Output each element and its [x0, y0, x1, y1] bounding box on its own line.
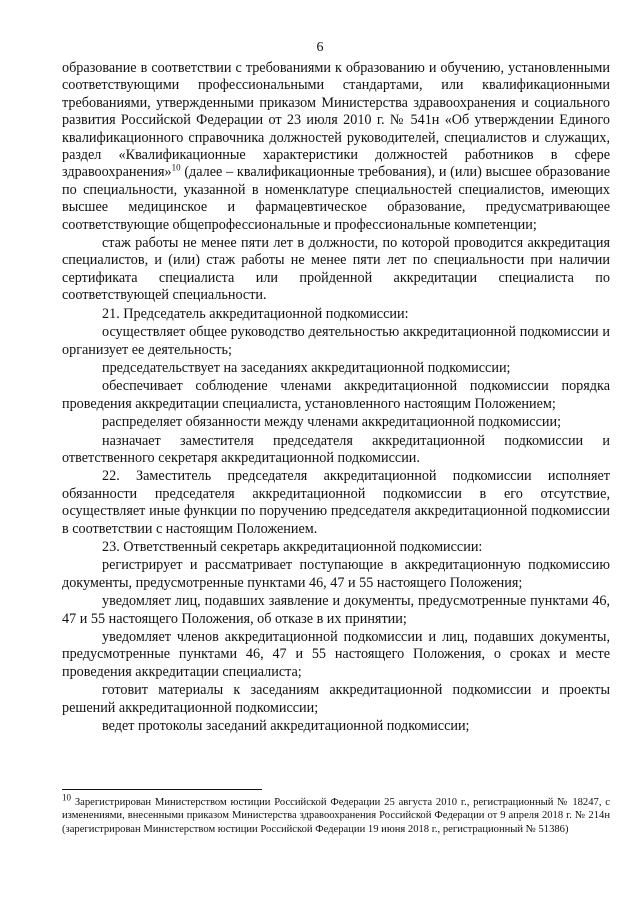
paragraph-23-3: уведомляет членов аккредитационной подкомиссии и лиц, подавших документы, предусмотренные пунктами 46, 47 и 55 настоящего Положения, о сроках и месте проведения аккредитации специалиста;: [62, 629, 610, 680]
paragraph-23-4: готовит материалы к заседаниям аккредитационной подкомиссии и проекты решений аккредитационной подкомиссии;: [62, 682, 610, 716]
paragraph-23-1: регистрирует и рассматривает поступающие в аккредитационную подкомиссию документы, предусмотренные пунктами 46, 47 и 55 настоящего Положения;: [62, 557, 610, 591]
page-number: 6: [316, 40, 324, 55]
paragraph-23-2: уведомляет лиц, подавших заявление и документы, предусмотренные пунктами 46, 47 и 55 настоящего Положения, об отказе в их принятии;: [62, 593, 610, 627]
paragraph-text-tail: (далее – квалификационные требования), и (или) высшее образование по специальности, указанной в номенклатуре специальностей специалистов, имеющих высшее медицинское и фармацевтическое образование, предусматривающее соответствующие общепрофессиональные и профессиональные компетенции;: [62, 164, 610, 233]
paragraph-22: 22. Заместитель председателя аккредитационной подкомиссии исполняет обязанности председателя аккредитационной подкомиссии в его отсутствие, осуществляет иные функции по поручению председателя аккредитационной подкомиссии в соответствии с настоящим Положением.: [62, 468, 610, 537]
footnote: [62, 792, 610, 836]
paragraph-23-heading: 23. Ответственный секретарь аккредитационной подкомиссии:: [102, 538, 483, 555]
paragraph-experience: стаж работы не менее пяти лет в должности, по которой проводится аккредитация специалистов, и (или) стаж работы не менее пяти лет по специальности при наличии сертификата специалиста или пройденной аккредитации специалиста по соответствующей специальности.: [62, 235, 610, 304]
paragraph-23-5: ведет протоколы заседаний аккредитационной подкомиссии;: [102, 718, 470, 735]
footnote-divider: [62, 789, 262, 790]
paragraph-21-1: осуществляет общее руководство деятельностью аккредитационной подкомиссии и организует ее деятельность;: [62, 324, 610, 358]
paragraph-21-2: председательствует на заседаниях аккредитационной подкомиссии;: [102, 359, 511, 376]
footnote-reference: 10: [171, 162, 181, 173]
paragraph-education: [62, 60, 610, 234]
paragraph-21-5: назначает заместителя председателя аккредитационной подкомиссии и ответственного секретаря аккредитационной подкомиссии.: [62, 432, 610, 466]
paragraph-text: образование в соответствии с требованиями к образованию и обучению, установленными соответствующими профессиональными стандартами, или квалификационными требованиями, утвержденными приказом Министерства здравоохранения и социального развития Российской Федерации от 23 июля 2010 г. № 541н «Об утверждении Единого квалификационного справочника должностей руководителей, специалистов и служащих, раздел «Квалификационные характеристики должностей работников в сфере здравоохранения»: [62, 60, 610, 181]
paragraph-21-3: обеспечивает соблюдение членами аккредитационной подкомиссии порядка проведения аккредитации специалиста, установленного настоящим Положением;: [62, 378, 610, 412]
footnote-text: Зарегистрирован Министерством юстиции Российской Федерации 25 августа 2010 г., регистрационный № 18247, с изменениями, внесенными приказом Министерства здравоохранения Российской Федерации от 9 апреля 2018 г. № 214н (зарегистрирован Министерством юстиции Российской Федерации 19 июня 2018 г., регистрационный № 51386): [62, 797, 610, 835]
paragraph-21-4: распределяет обязанности между членами аккредитационной подкомиссии;: [102, 414, 562, 431]
body-text: [62, 60, 610, 736]
footnote-mark: 10: [62, 792, 71, 803]
paragraph-21-heading: 21. Председатель аккредитационной подкомиссии:: [102, 305, 409, 322]
